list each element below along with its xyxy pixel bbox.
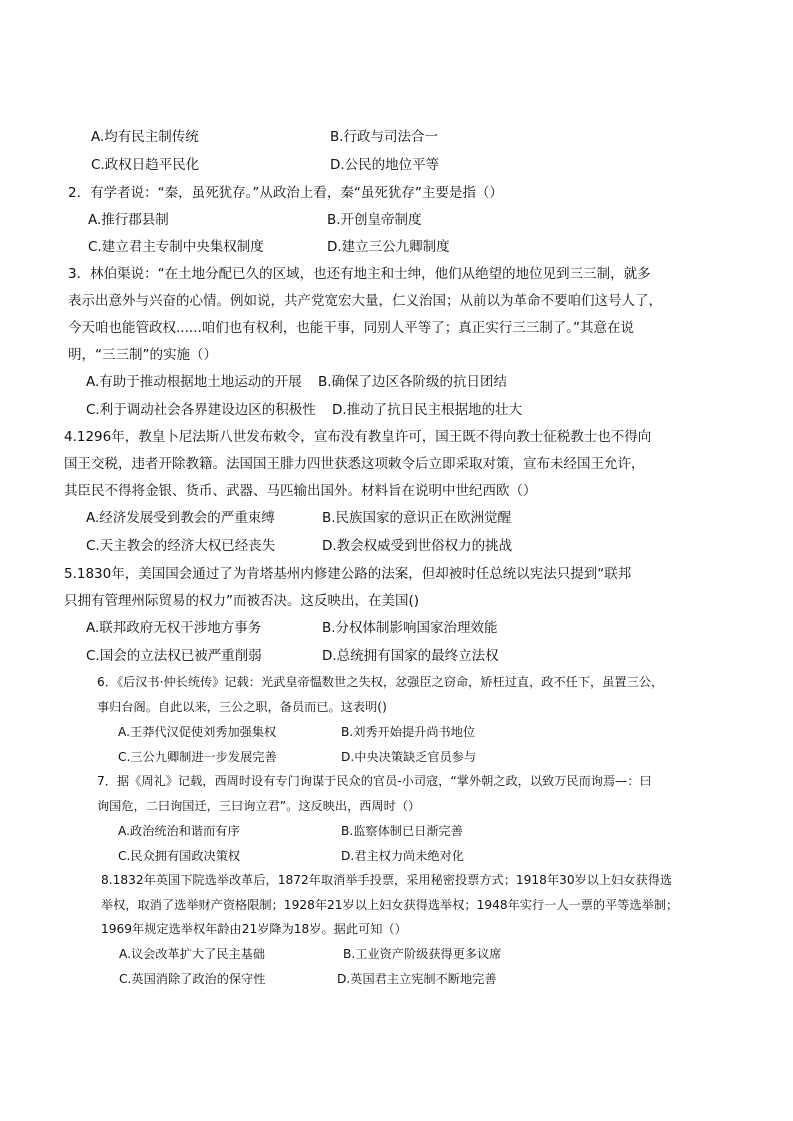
q8-option-b: B.工业资产阶级获得更多议席	[343, 947, 502, 961]
q1-option-a: A.均有民主制传统	[91, 129, 199, 145]
q5-stem-line-2: 只拥有管理州际贸易的权力”而被否决。这反映出，在美国()	[64, 593, 420, 609]
q7-option-a: A.政治统治和谐而有序	[118, 824, 240, 838]
q3-stem-line-4: 明，“三三制”的实施（）	[68, 347, 217, 363]
q3-stem-line-1: 3．林伯渠说：“在土地分配已久的区域，也还有地主和士绅，他们从绝望的地位见到三三制，就多	[68, 266, 651, 282]
q8-option-c: C.英国消除了政治的保守性	[119, 972, 266, 986]
q2-option-a: A.推行郡县制	[88, 212, 169, 228]
q6-option-c: C.三公九卿制进一步发展完善	[118, 750, 277, 764]
q7-option-c: C.民众拥有国政决策权	[118, 849, 241, 863]
q6-option-b: B.刘秀开始提升尚书地位	[341, 725, 476, 739]
q3-stem-line-2: 表示出意外与兴奋的心情。例如说，共产党宽宏大量，仁义治国；从前以为革命不要咱们这号人了，	[68, 293, 662, 309]
q4-option-b: B.民族国家的意识正在欧洲觉醒	[322, 510, 512, 526]
q3-stem-line-3: 今天咱也能管政权......咱们也有权利，也能干事，同别人平等了；真正实行三三制了。”其意在说	[68, 320, 634, 336]
q3-option-d: D.推动了抗日民主根据地的壮大	[332, 402, 523, 418]
q7-option-b: B.监察体制已日渐完善	[341, 824, 463, 838]
q7-stem-line-2: 询国危，二曰询国迁，三曰询立君”。这反映出，西周时（）	[97, 799, 421, 813]
q1-option-b: B.行政与司法合一	[330, 129, 439, 145]
q7-option-d: D.君主权力尚未绝对化	[341, 849, 464, 863]
q2-stem: 2．有学者说：“秦，虽死犹存。”从政治上看，秦“虽死犹存”主要是指（）	[68, 185, 503, 201]
q5-option-c: C.国会的立法权已被严重削弱	[86, 648, 262, 664]
q8-stem-line-3: 1969年规定选举权年龄由21岁降为18岁。据此可知（）	[101, 922, 407, 936]
q4-stem-line-3: 其臣民不得将金银、货币、武器、马匹输出国外。材料旨在说明中世纪西欧（）	[64, 483, 537, 499]
q6-option-a: A.王莽代汉促使刘秀加强集权	[118, 725, 277, 739]
q3-option-a: A.有助于推动根据地土地运动的开展	[86, 374, 302, 390]
q6-stem-line-1: 6．《后汉书·仲长统传》记载：光武皇帝愠数世之失权，忿强臣之窃命，矫枉过直，政不任下，虽置三公，	[97, 675, 664, 689]
q4-stem-line-2: 国王交税，违者开除教籍。法国国王腓力四世获悉这项敕令后立即采取对策，宣布未经国王允许，	[64, 456, 645, 472]
q3-option-c: C.利于调动社会各界建设边区的积极性	[86, 402, 316, 418]
q1-option-d: D.公民的地位平等	[330, 157, 440, 173]
q4-option-a: A.经济发展受到教会的严重束缚	[86, 510, 275, 526]
q7-stem-line-1: 7．据《周礼》记载，西周时设有专门询谋于民众的官员-小司寇，“掌外朝之政，以致万民而询焉—：曰	[97, 774, 652, 788]
q6-stem-line-2: 事归台阁。自此以来，三公之职，备员而已。这表明()	[97, 700, 387, 714]
q8-option-a: A.议会改革扩大了民主基础	[119, 947, 266, 961]
q6-option-d: D.中央决策缺乏官员参与	[341, 750, 477, 764]
q1-option-c: C.政权日趋平民化	[91, 157, 200, 173]
q5-option-b: B.分权体制影响国家治理效能	[322, 620, 498, 636]
q2-option-d: D.建立三公九卿制度	[327, 239, 450, 255]
q5-option-a: A.联邦政府无权干涉地方事务	[86, 620, 262, 636]
q4-stem-line-1: 4.1296年，教皇卜尼法斯八世发布敕令，宣布没有教皇许可，国王既不得向教士征税教士也不得向	[64, 429, 652, 445]
q4-option-d: D.教会权威受到世俗权力的挑战	[322, 538, 513, 554]
q2-option-b: B.开创皇帝制度	[327, 212, 422, 228]
q3-option-b: B.确保了边区各阶级的抗日团结	[318, 374, 508, 390]
q5-stem-line-1: 5.1830年，美国国会通过了为肯塔基州内修建公路的法案，但却被时任总统以宪法只提到“联邦	[64, 566, 632, 582]
q2-option-c: C.建立君主专制中央集权制度	[88, 239, 264, 255]
q8-stem-line-2: 举权，取消了选举财产资格限制；1928年21岁以上妇女获得选举权；1948年实行一人一票的平等选举制；	[101, 898, 679, 912]
q8-stem-line-1: 8.1832年英国下院选举改革后，1872年取消举手投票，采用秘密投票方式；1918年30岁以上妇女获得选	[101, 873, 673, 887]
q5-option-d: D.总统拥有国家的最终立法权	[322, 648, 499, 664]
q4-option-c: C.天主教会的经济大权已经丧失	[86, 538, 276, 554]
q8-option-d: D.英国君主立宪制不断地完善	[337, 972, 497, 986]
